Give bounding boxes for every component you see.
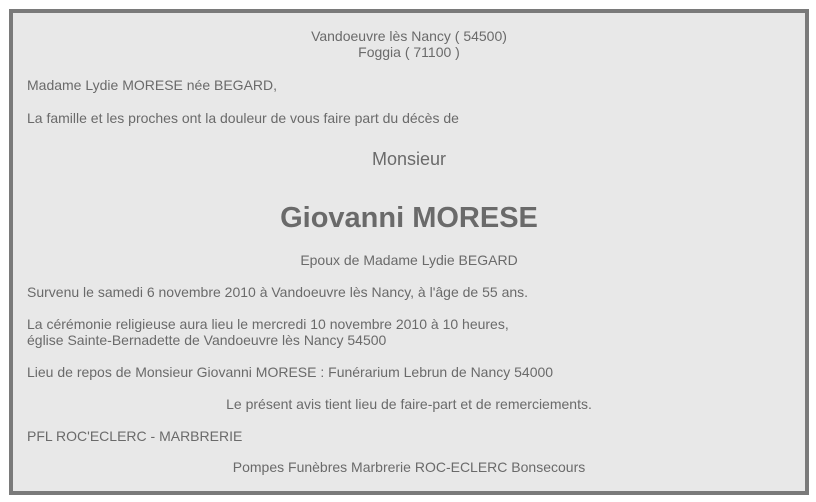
location-2: Foggia ( 71100 ) [358, 44, 460, 60]
addressee: Madame Lydie MORESE née BEGARD, [27, 77, 278, 93]
death-text: Survenu le samedi 6 novembre 2010 à Vandoeuvre lès Nancy, à l'âge de 55 ans. [27, 284, 529, 300]
title: Monsieur [371, 149, 447, 169]
rest-place: Lieu de repos de Monsieur Giovanni MORESE : Funérarium Lebrun de Nancy 54000 [27, 364, 554, 380]
company-name: PFL ROC'ECLERC - MARBRERIE [27, 428, 243, 444]
obituary-notice [9, 9, 809, 495]
intro-text: La famille et les proches ont la douleur de vous faire part du décès de [27, 110, 459, 126]
location-1: Vandoeuvre lès Nancy ( 54500) [311, 28, 507, 44]
funeral-home: Pompes Funèbres Marbrerie ROC-ECLERC Bonsecours [232, 459, 586, 475]
spouse-text: Epoux de Madame Lydie BEGARD [300, 252, 518, 268]
notice-text: Le présent avis tient lieu de faire-part et de remerciements. [226, 396, 592, 412]
deceased-name: Giovanni MORESE [280, 202, 538, 234]
ceremony-line-2: église Sainte-Bernadette de Vandoeuvre lès Nancy 54500 [27, 332, 387, 348]
ceremony-line-1: La cérémonie religieuse aura lieu le mercredi 10 novembre 2010 à 10 heures, [27, 316, 509, 332]
